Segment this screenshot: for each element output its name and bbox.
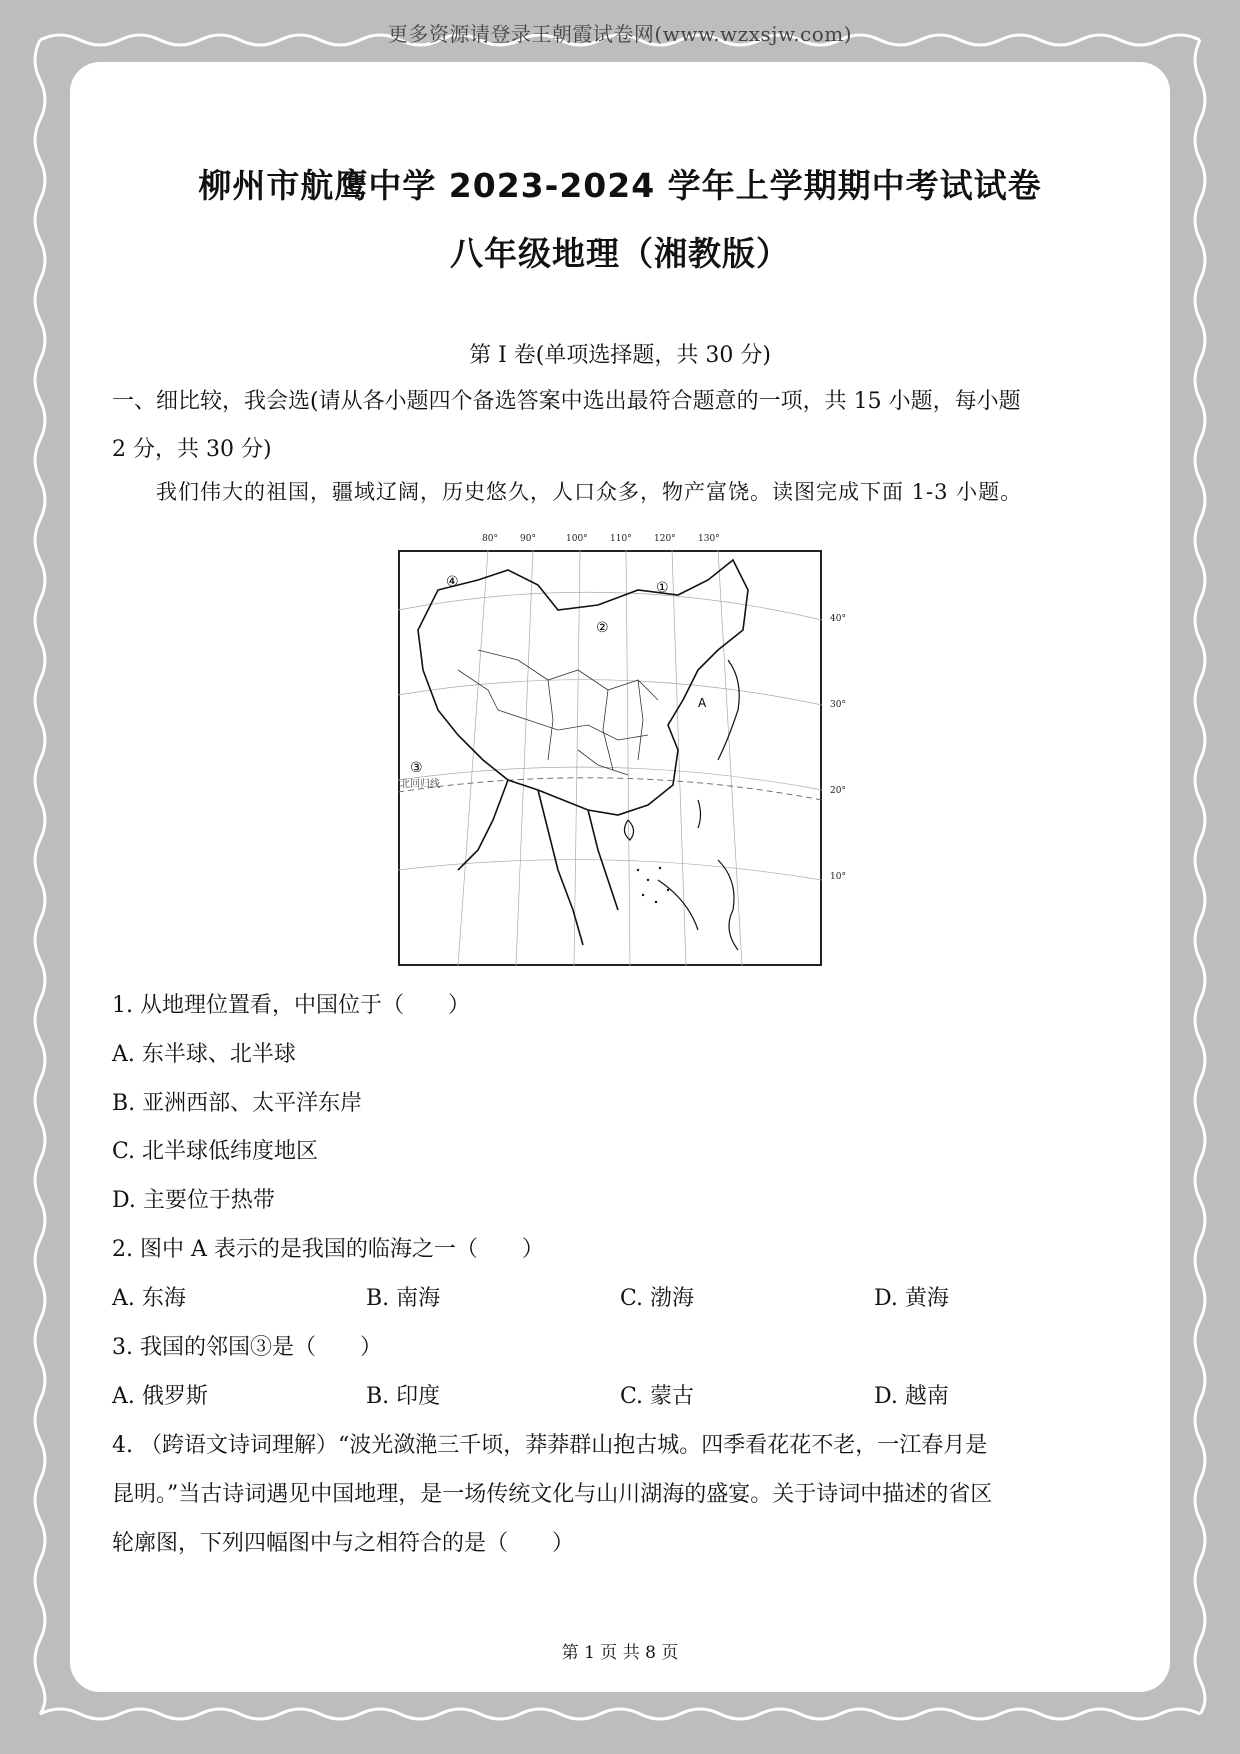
part1-heading: 第 I 卷(单项选择题，共 30 分) xyxy=(469,343,771,368)
q3-option-b: B. 印度 xyxy=(366,1384,441,1409)
map-drawing xyxy=(398,550,822,966)
exam-title: 柳州市航鹰中学 2023-2024 学年上学期期中考试试卷 xyxy=(198,166,1042,205)
q1-option-d: D. 主要位于热带 xyxy=(112,1188,275,1213)
tropic-of-cancer-label: 北回归线 xyxy=(400,779,440,790)
map-marker-1: ① xyxy=(656,580,669,596)
q4-line2: 昆明。”当古诗词遇见中国地理，是一场传统文化与山川湖海的盛宴。关于诗词中描述的省区 xyxy=(112,1482,993,1507)
lon-label-130: 130° xyxy=(698,534,720,544)
lon-label-100: 100° xyxy=(566,534,588,544)
section1-instruction-line1: 一、细比较，我会选(请从各小题四个备选答案中选出最符合题意的一项，共 15 小题，每小题 xyxy=(112,389,1021,414)
q1-option-b: B. 亚洲西部、太平洋东岸 xyxy=(112,1091,363,1116)
q4-line1: 4. （跨语文诗词理解）“波光潋滟三千顷，莽莽群山抱古城。四季看花花不老，一江春月是 xyxy=(112,1433,988,1458)
intro-paragraph: 我们伟大的祖国，疆域辽阔，历史悠久，人口众多，物产富饶。读图完成下面 1-3 小题。 xyxy=(156,480,1023,504)
section1-instruction-line2: 2 分，共 30 分) xyxy=(112,437,272,462)
lat-label-10: 10° xyxy=(830,872,846,882)
lon-label-90: 90° xyxy=(520,534,536,544)
map-marker-4: ④ xyxy=(446,574,459,590)
map-marker-a: A xyxy=(698,696,707,710)
q3-stem: 3. 我国的邻国③是（ ） xyxy=(112,1335,382,1360)
q2-option-b: B. 南海 xyxy=(366,1286,441,1311)
q3-option-d: D. 越南 xyxy=(874,1384,949,1409)
q1-option-a: A. 东半球、北半球 xyxy=(112,1042,296,1067)
q2-option-a: A. 东海 xyxy=(112,1286,186,1311)
china-map-figure xyxy=(398,528,878,968)
lat-label-20: 20° xyxy=(830,786,846,796)
q3-option-c: C. 蒙古 xyxy=(620,1384,695,1409)
lon-label-110: 110° xyxy=(610,534,632,544)
q4-line3: 轮廓图，下列四幅图中与之相符合的是（ ） xyxy=(112,1531,575,1556)
q2-option-d: D. 黄海 xyxy=(874,1286,949,1311)
map-marker-2: ② xyxy=(596,620,609,636)
q3-option-a: A. 俄罗斯 xyxy=(112,1384,208,1409)
lat-label-40: 40° xyxy=(830,614,846,624)
map-marker-3: ③ xyxy=(410,760,423,776)
q2-stem: 2. 图中 A 表示的是我国的临海之一（ ） xyxy=(112,1237,544,1262)
lon-label-80: 80° xyxy=(482,534,498,544)
lat-label-30: 30° xyxy=(830,700,846,710)
page-footer: 第 1 页 共 8 页 xyxy=(561,1643,679,1663)
q1-stem: 1. 从地理位置看，中国位于（ ） xyxy=(112,993,470,1018)
q2-option-c: C. 渤海 xyxy=(620,1286,695,1311)
source-note: 更多资源请登录王朝霞试卷网(www.wzxsjw.com) xyxy=(387,22,853,46)
q1-option-c: C. 北半球低纬度地区 xyxy=(112,1139,319,1164)
lon-label-120: 120° xyxy=(654,534,676,544)
exam-subtitle: 八年级地理（湘教版） xyxy=(450,234,790,273)
